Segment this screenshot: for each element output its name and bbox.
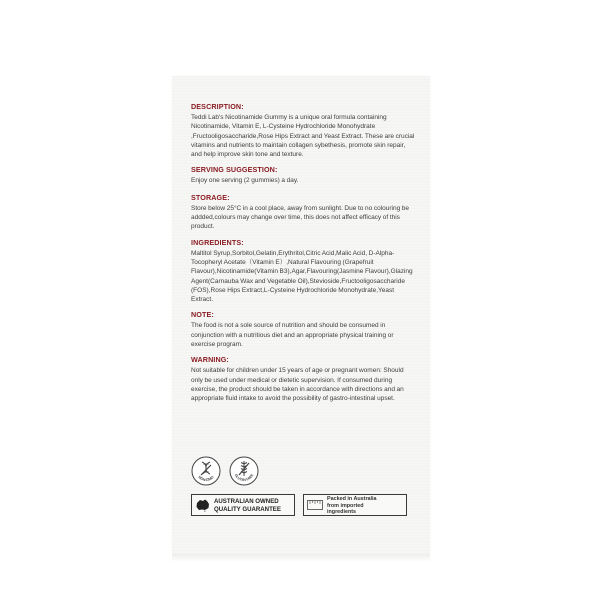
non-gmo-badge: [191, 456, 221, 486]
box-bottom-shadow: [172, 554, 430, 562]
origin-seals: [191, 494, 421, 516]
packed-in-australia-seal: [303, 494, 407, 516]
storage-text: Store below 25°C in a cool place, away from sunlight. Due to no colouring be addded,colours may change over time, this does not affect efficacy of this product.: [191, 204, 410, 231]
description-heading: DESCRIPTION:: [191, 102, 244, 111]
description-text: Teddi Lab's Nicotinamide Gummy is a unique oral formula containing Nicotinamide, Vitamin E, L-Cysteine Hydrochloride Monohydrate ,Fructooligosaccharide,Rose Hips Extract and Yeast Extract. These are crucial vitamins and nutrients to maintain collagen sybethesis, promote skin repair, and help improve skin tone and texture.: [191, 114, 415, 159]
australian-owned-line2: QUALITY GUARANTEE: [214, 505, 281, 513]
australian-owned-text: [214, 498, 281, 513]
ingredients-text: Maltitol Syrup,Sorbitol,Gelatin,Erythritol,Citric Acid,Malic Acid, D-Alpha-Tocopheryl Acetate（Vitamin E）,Natural Flavouring (Grapefruit Flavour),Nicotinamide(Vitamin B3),Agar,Flavouring(Jasmine Flavour),Glazing Agent(Carnauba Wax and Vegetable Oil),Stevioside,Fructooligosaccharide (FOS),Rose Hips Extract,L-Cysteine Hydrochloride Monohydrate,Yeast Extract.: [191, 249, 413, 304]
serving-heading: SERVING SUGGESTION:: [191, 165, 278, 175]
storage-heading: STORAGE:: [191, 192, 230, 202]
warning-text: Not suitable for children under 15 years of age or pregnant women: Should only be used under medical or dietetic supervision. If consumed during exercise, the product should be taken in accordance with directions and an appropriate fluid intake to avoid the possibility of gastro-intestinal upset.: [191, 367, 404, 403]
product-box-back-panel: [172, 76, 430, 554]
note-text: The food is not a sole source of nutrition and should be consumed in conjunction with a nutritious diet and an appropriate physical training or exercise program.: [191, 322, 394, 349]
ingredients-heading: INGREDIENTS:: [191, 237, 244, 247]
label-text-block: [191, 102, 416, 410]
gluten-free-badge: [229, 456, 259, 486]
packed-line1: Packed in Australia: [327, 496, 377, 502]
non-gmo-label: NON-GMO: [197, 475, 215, 483]
packed-in-australia-text: [327, 496, 377, 516]
certification-badges: [191, 456, 421, 490]
australia-map-icon: [195, 498, 211, 512]
note-heading: NOTE:: [191, 310, 214, 320]
packed-line3: ingredients: [327, 509, 357, 515]
australian-owned-seal: [191, 494, 295, 516]
warning-heading: WARNING:: [191, 355, 229, 365]
gluten-free-label: GLUTEN FREE: [233, 473, 255, 483]
packed-line2: from imported: [327, 502, 364, 509]
ruler-icon: [307, 500, 323, 510]
serving-text: Enjoy one serving (2 gummies) a day.: [191, 177, 299, 185]
australian-owned-line1: AUSTRALIAN OWNED: [214, 498, 279, 505]
